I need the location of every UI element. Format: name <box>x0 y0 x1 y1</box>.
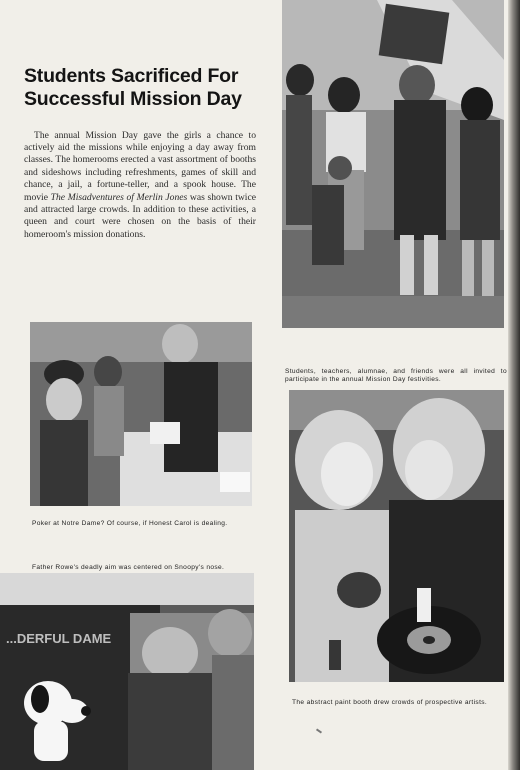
caption-paint-booth: The abstract paint booth drew crowds of prospective artists. <box>292 698 488 706</box>
booth-sign-text: ...DERFUL DAME <box>6 631 112 646</box>
caption-poker: Poker at Notre Dame? Of course, if Honest Carol is dealing. <box>32 519 228 527</box>
body-part-1: The annual Mission Day gave the girls a chance to actively aid the missions while enjoying a day away from classes. The homerooms erected a vast assortment of booths and sideshows including refreshments, games of skill and chance, a jail, a fortune-teller, and a spook house. The movie <box>24 129 256 203</box>
caption-mission-day-crowd: Students, teachers, alumnae, and friends were all invited to participate in the annual Mission Day festivities. <box>285 367 507 384</box>
article-body <box>24 130 256 242</box>
book-spine-shadow <box>508 0 520 770</box>
movie-title: The Misadventures of Merlin Jones <box>50 191 188 203</box>
photo-card-booth <box>30 322 252 506</box>
article-headline: Students Sacrificed For Successful Mission Day <box>24 65 242 111</box>
page-mark <box>316 728 322 733</box>
photo-snoopy-booth <box>0 573 254 770</box>
caption-snoopy-aim: Father Rowe's deadly aim was centered on Snoopy's nose. <box>32 563 225 571</box>
photo-paint-booth <box>289 390 504 682</box>
photo-crowd-outdoors <box>282 0 504 328</box>
body-part-2: was shown twice and attracted large crowds. In addition to these activities, a queen and court were chosen on the basis of their homeroom's mission donations. <box>24 191 256 240</box>
